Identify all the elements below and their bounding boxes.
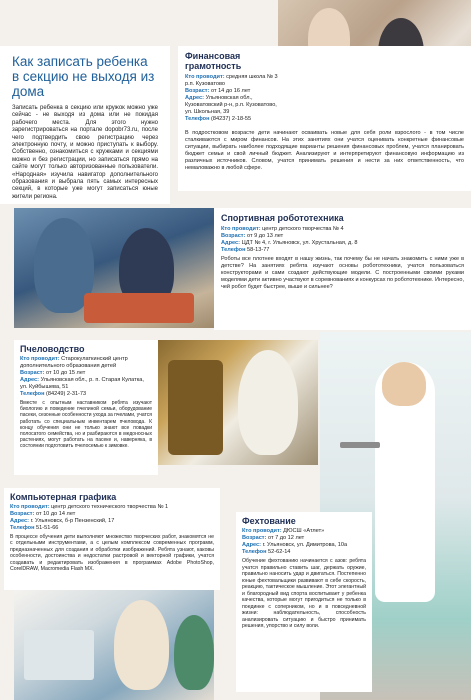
fencing-text: Обучение фехтованию начинается с азов: ребята учатся правильно ставить шаг, держать оружие, правильно наносить удар и двигаться. Постепенно юные фехтовальщики развивают в себе скорость, реакцию, тактическое мышление. Этот элегантный и благородный вид спорта воспитывает у ребенка качества, которые могут пригодиться не только в поединке с соперником, но и в повседневной жизни: наблюдательность, способность анализировать ситуацию и быстро принимать решения, упорство и силу воли. <box>242 558 366 629</box>
robotics-where: Кто проводит: центр детского творчества № 4 <box>221 226 344 232</box>
graphics-phone: Телефон 51-51-66 <box>10 525 59 531</box>
graphics-text: В процессе обучения дети выполняют множество творческих работ, знакомятся не с отдельными инструментами, а с целым комплексом современных программ, предназначенных для создания и обработки изображений. Ребята узнают, каковы особенности, достоинства и недостатки растровой и векторной графики, учатся создавать и редактировать изображения в программах Adobe PhotoShop, CorelDRAW, Macromedia Flash MX. <box>10 534 214 573</box>
beekeeping-photo <box>158 340 318 465</box>
graphics-photo <box>14 590 214 700</box>
intro-block <box>0 46 170 204</box>
fencing-where: Кто проводит: ДЮСШ «Атлет» <box>242 528 325 534</box>
section-title: Пчеловодство <box>20 344 85 354</box>
fencing-age: Возраст: от 7 до 12 лет <box>242 535 305 541</box>
foil-blade <box>340 442 380 448</box>
intro-text: Записать ребенка в секцию или кружок можно уже сейчас - не выходя из дома или не покидая рабочего места. Для этого нужно зарегистрироваться на портале dopobr73.ru, после чего подтвердить свою регистрацию через электронную почту, и можно приступать к выбору. Собственно, ознакомиться с кружками и секциями можно и без регистрации, но записаться прямо на сайте могут только авторизованные пользователи. «Народная» изучила навигатор дополнительного образования и выбрала пять самых интересных секций, в которые уже могут записаться юные жители региона. <box>12 105 158 200</box>
robotics-age: Возраст: от 9 до 13 лет <box>221 233 284 239</box>
robot-kit <box>84 293 194 323</box>
section-title: Спортивная робототехника <box>221 213 344 223</box>
section-title: Компьютерная графика <box>10 492 117 502</box>
finance-text: В подростковом возрасте дети начинают осваивать новые для себя роли взрослого - в том числе сталкиваются с миром финансов. На этих занятиях они учатся оценивать конкретные финансовые ситуации, выбирать наиболее подходящие варианты решения финансовых проблем, учатся планировать бюджет семьи и свой личный бюджет. Анализируют и интерпретируют финансовую информацию из различных источников. Словом, учатся принимать решения и нести за них ответственность, что немаловажно в любой сфере. <box>185 130 464 171</box>
finance-block <box>178 46 471 191</box>
finance-address: Адрес: Ульяновская обл., Кузоватовский р-н, р.п. Кузоватово, ул. Школьная, 39 <box>185 95 277 115</box>
graphics-where: Кто проводит: центр детского технического творчества № 1 <box>10 504 169 510</box>
beekeeper-figure <box>238 350 298 455</box>
section-title: Финансовая грамотность <box>185 51 242 71</box>
finance-phone: Телефон (84237) 2-18-55 <box>185 116 252 122</box>
beekeeping-text: Вместе с опытным наставником ребята изучают биологию и поведение пчелиной семьи, оборудование пасеки, сезонные особенности ухода за пчелами, учатся работать со специальным инвентарем пчеловода. К концу обучения они не только знают все повадки полосатого семейства, но и разбираются в медоносных растениях, могут работать на пасеке и, наверняка, в состоянии подготовить пчелосемью к зимовке. <box>20 400 152 450</box>
fencer-head <box>382 362 426 406</box>
fencing-block <box>236 512 372 692</box>
graphics-age: Возраст: от 10 до 14 лет <box>10 511 76 517</box>
graphics-block <box>4 488 220 590</box>
beekeeping-where: Кто проводит: Старокулаткинский центр дополнительного образования детей <box>20 356 128 369</box>
beekeeping-block <box>14 340 158 475</box>
finance-where: Кто проводит: средняя школа № 3 р.п. Кузоватово <box>185 74 278 87</box>
beekeeping-age: Возраст: от 10 до 15 лет <box>20 370 86 376</box>
fencing-phone: Телефон 52-62-14 <box>242 549 291 555</box>
finance-age: Возраст: от 14 до 16 лет <box>185 88 251 94</box>
monitor-shape <box>24 630 94 680</box>
robotics-address: Адрес: ЦДТ № 4, г. Ульяновск, ул. Хрустальная, д. 8 <box>221 240 358 246</box>
robotics-block <box>214 208 471 330</box>
page-title: Как записать ребенка в секцию не выходя из дома <box>12 54 155 99</box>
child-figure <box>174 615 214 690</box>
section-title: Фехтование <box>242 516 296 526</box>
beekeeping-address: Адрес: Ульяновская обл., р. п. Старая Кулатка, ул. Куйбышева, 51 <box>20 377 144 390</box>
robotics-text: Роботы все плотнее входят в нашу жизнь, так почему бы не начать знакомить с ними уже в детстве? На занятиях ребята изучают основы робототехники, учатся пользоваться конструкторами и сами создают действующие модели. С построенными своими руками моделями дети активно участвуют в соревнованиях и конкурсах по робототехнике. Интересно, чей робот будет быстрее, выше и сильнее? <box>221 256 464 290</box>
robotics-photo <box>14 208 214 328</box>
child-figure <box>114 600 169 690</box>
honeycomb-frame <box>168 360 223 455</box>
graphics-address: Адрес: г. Ульяновск, б-р Пензенский, 17 <box>10 518 115 524</box>
beekeeping-phone: Телефон (84249) 2-31-73 <box>20 391 87 397</box>
fencing-address: Адрес: г. Ульяновск, ул. Димитрова, 10а <box>242 542 348 548</box>
robotics-phone: Телефон 58-13-77 <box>221 247 270 253</box>
